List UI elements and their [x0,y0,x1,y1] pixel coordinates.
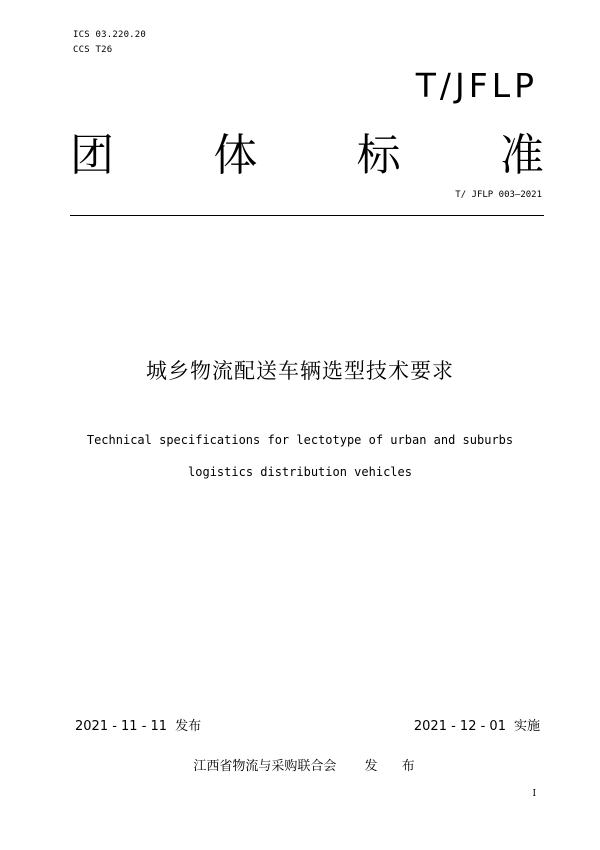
ccs-code: CCS T26 [73,45,113,55]
standard-type-heading [70,128,544,184]
implement-date: 2021 - 12 - 01 [413,719,506,734]
title-chinese: 城乡物流配送车辆选型技术要求 [146,359,454,383]
issue-label: 发布 [175,719,202,734]
implement-label: 实施 [513,719,540,734]
heading-char-1: 团 [70,130,114,181]
issue-date-block [75,715,201,734]
page-number: I [532,789,536,799]
heading-char-4: 准 [499,130,544,181]
title-english-line-2: logistics distribution vehicles [188,465,412,479]
heading-char-3: 标 [356,130,401,181]
publisher-line [0,755,600,774]
implement-date-block [414,715,540,734]
heading-char-2: 体 [213,130,258,181]
ics-code: ICS 03.220.20 [73,30,147,40]
header-divider [70,215,544,216]
standard-brand: T/JFLP [415,66,538,105]
title-english-line-1: Technical specifications for lectotype of urban and suburbs [86,433,514,447]
standard-number: T/ JFLP 003—2021 [455,190,542,200]
issue-date: 2021 - 11 - 11 [75,719,168,734]
publisher-verb: 发 布 [364,759,425,774]
publisher-name: 江西省物流与采购联合会 [193,759,337,774]
